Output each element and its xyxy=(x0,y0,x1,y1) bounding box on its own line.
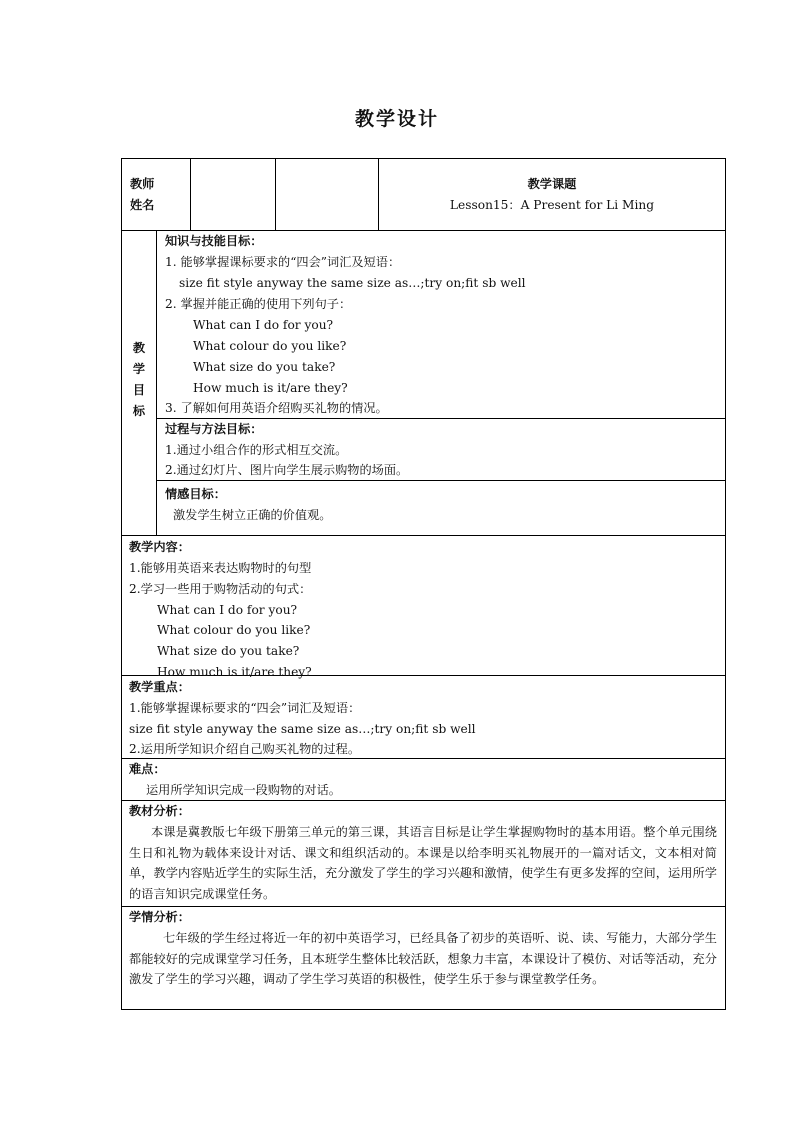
side-char-3: 目 xyxy=(132,383,146,397)
process-item-1: 1.通过小组合作的形式相互交流。 xyxy=(165,443,348,457)
lesson-plan-table xyxy=(121,158,726,1010)
teacher-label-line1: 教师 xyxy=(130,177,155,191)
key-points-heading: 教学重点： xyxy=(129,680,190,694)
textbook-heading: 教材分析： xyxy=(129,804,190,818)
content-sentence-4: How much is it/are they? xyxy=(157,665,312,679)
document-title: 教学设计 xyxy=(354,108,439,130)
knowledge-vocab: size fit style anyway the same size as…;try on;fit sb well xyxy=(179,276,526,290)
difficulty-text: 运用所学知识完成一段购物的对话。 xyxy=(146,783,341,797)
content-sentence-2: What colour do you like? xyxy=(157,623,311,637)
content-heading: 教学内容： xyxy=(129,540,190,554)
blank-cell xyxy=(276,159,379,230)
knowledge-item-3: 3. 了解如何用英语介绍购买礼物的情况。 xyxy=(165,401,388,415)
students-text: 七年级的学生经过将近一年的初中英语学习，已经具备了初步的英语听、说、读、写能力，大部分学生都能较好的完成课堂学习任务，且本班学生整体比较活跃，想象力丰富，本课设计了模仿、对话等活动，充分激发了学生的学习兴趣，调动了学生学习英语的积极性，使学生乐于参与课堂教学任务。 xyxy=(129,931,717,986)
knowledge-sentence-1: What can I do for you? xyxy=(193,318,334,332)
content-sentence-3: What size do you take? xyxy=(157,644,300,658)
teacher-name-cell xyxy=(191,159,276,230)
process-objectives xyxy=(157,419,725,481)
emotion-objectives xyxy=(157,481,725,536)
teacher-label-line2: 姓名 xyxy=(130,198,155,212)
key-points-vocab: size fit style anyway the same size as…;try on;fit sb well xyxy=(129,722,476,736)
knowledge-item-2: 2. 掌握并能正确的使用下列句子： xyxy=(165,297,352,311)
side-char-4: 标 xyxy=(132,404,146,418)
knowledge-sentence-3: What size do you take? xyxy=(193,360,336,374)
students-heading: 学情分析： xyxy=(129,910,190,924)
textbook-row xyxy=(122,801,725,907)
emotion-heading: 情感目标： xyxy=(165,487,226,501)
objectives-content xyxy=(157,231,725,535)
key-points-row xyxy=(122,676,725,759)
side-char-1: 教 xyxy=(132,341,146,355)
key-points-item-1: 1.能够掌握课标要求的“四会”词汇及短语： xyxy=(129,701,361,715)
topic-value: Lesson15：A Present for Li Ming xyxy=(449,198,655,212)
content-sentence-1: What can I do for you? xyxy=(157,603,298,617)
process-item-2: 2.通过幻灯片、图片向学生展示购物的场面。 xyxy=(165,463,409,477)
knowledge-objectives xyxy=(157,231,725,419)
objectives-row xyxy=(122,231,725,536)
difficulty-heading: 难点： xyxy=(129,762,166,776)
key-points-item-2: 2.运用所学知识介绍自己购买礼物的过程。 xyxy=(129,742,361,756)
textbook-text: 本课是冀教版七年级下册第三单元的第三课，其语言目标是让学生掌握购物时的基本用语。整个单元围绕生日和礼物为载体来设计对话、课文和组织活动的。本课是以给李明买礼物展开的一篇对话文，文本相对简单，教学内容贴近学生的实际生活，充分激发了学生的学习兴趣和激情，使学生有更多发挥的空间，运用所学的语言知识完成课堂任务。 xyxy=(129,825,717,901)
header-row xyxy=(122,159,725,231)
knowledge-sentence-2: What colour do you like? xyxy=(193,339,347,353)
content-item-1: 1.能够用英语来表达购物时的句型 xyxy=(129,561,312,575)
content-item-2: 2.学习一些用于购物活动的句式： xyxy=(129,582,312,596)
process-heading: 过程与方法目标： xyxy=(165,422,263,436)
objectives-side-cell xyxy=(122,231,157,535)
knowledge-sentence-4: How much is it/are they? xyxy=(193,381,348,395)
teacher-label-cell xyxy=(122,159,191,230)
topic-cell xyxy=(379,159,725,230)
topic-label: 教学课题 xyxy=(527,177,577,191)
knowledge-heading: 知识与技能目标： xyxy=(165,234,263,248)
emotion-item-1: 激发学生树立正确的价值观。 xyxy=(173,508,332,522)
students-row xyxy=(122,907,725,1009)
content-row xyxy=(122,536,725,679)
difficulty-row xyxy=(122,759,725,801)
knowledge-item-1: 1. 能够掌握课标要求的“四会”词汇及短语： xyxy=(165,255,401,269)
side-char-2: 学 xyxy=(132,362,146,376)
